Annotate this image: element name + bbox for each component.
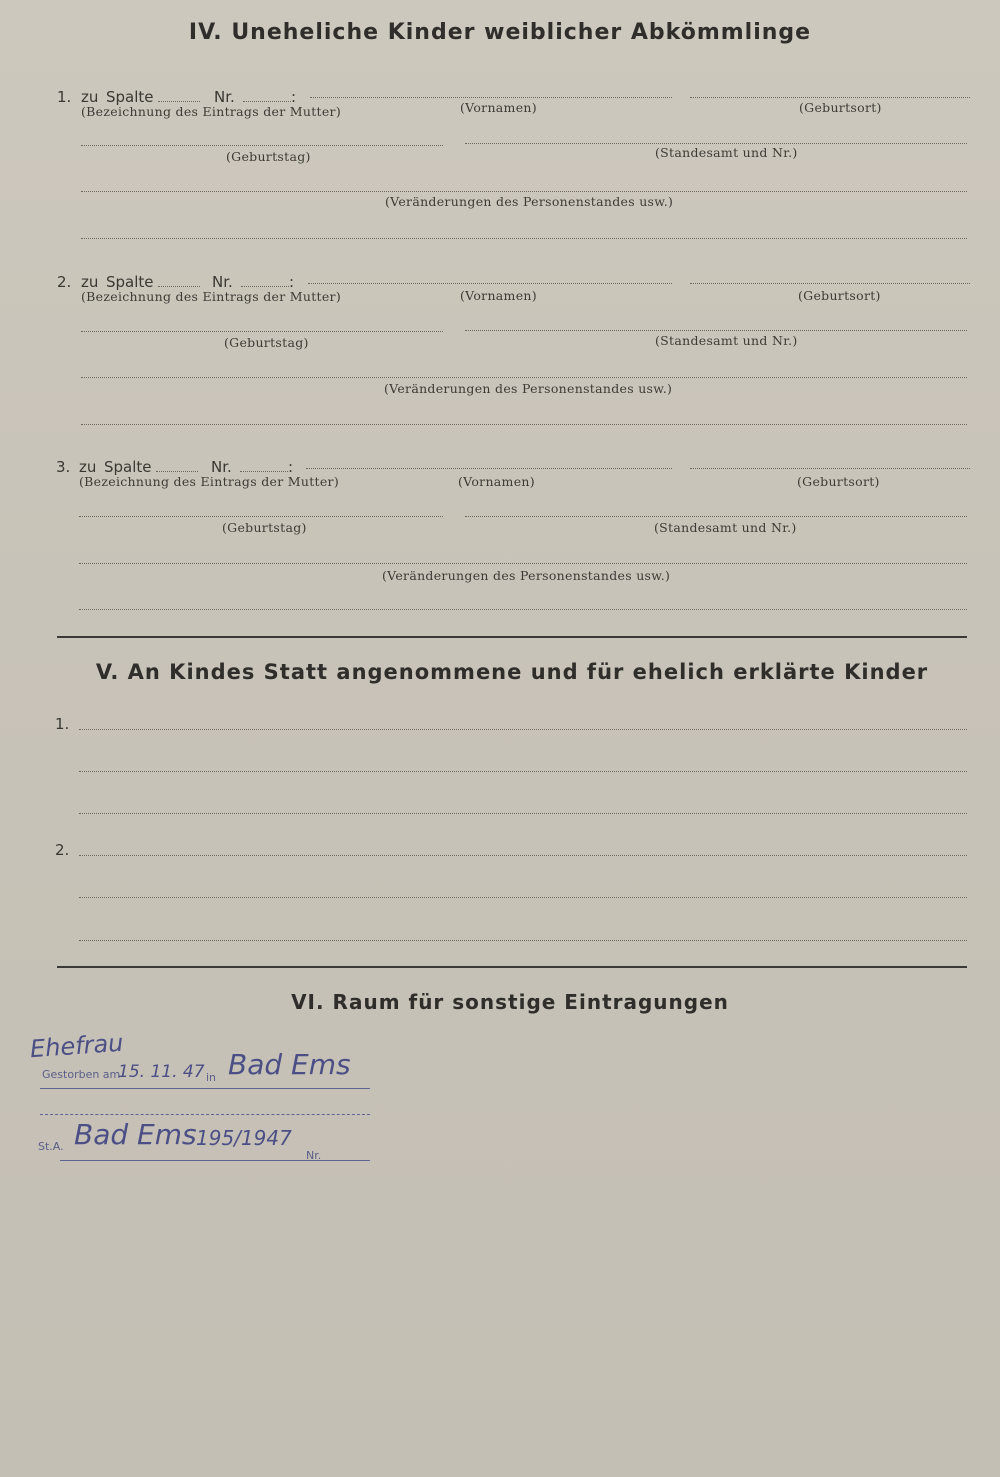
extra-line[interactable] [81,424,967,425]
vornamen-label: (Vornamen) [460,100,537,115]
standesamt-field[interactable] [465,330,967,331]
item-line[interactable] [79,897,967,898]
handwritten-place-2: Bad Ems [74,1118,197,1151]
bezeichnung-label: (Bezeichnung des Eintrags der Mutter) [81,289,342,304]
geburtstag-label: (Geburtstag) [224,335,309,350]
section-iv-title: IV. Uneheliche Kinder weiblicher Abkömmlinge [188,20,812,45]
standesamt-label: (Standesamt und Nr.) [655,333,798,348]
geburtsort-label: (Geburtsort) [798,288,881,303]
handwritten-number: 195/1947 [196,1126,292,1150]
extra-line[interactable] [79,609,967,610]
veraenderungen-field[interactable] [79,563,967,564]
section-divider [57,636,967,638]
extra-line[interactable] [81,238,967,239]
spalte-field[interactable] [158,101,200,102]
nr-field[interactable] [243,101,291,102]
nr-label: Nr. [214,88,235,106]
section-vi-title: VI. Raum für sonstige Eintragungen [291,990,729,1014]
colon: : [288,458,294,476]
item-line[interactable] [79,855,967,856]
veraenderungen-label: (Veränderungen des Personenstandes usw.) [385,194,674,209]
standesamt-field[interactable] [465,516,967,517]
geburtsort-field[interactable] [690,468,970,469]
bezeichnung-label: (Bezeichnung des Eintrags der Mutter) [79,474,340,489]
item-number: 2. [55,841,70,859]
geburtstag-label: (Geburtstag) [222,520,307,535]
stamp-nr: Nr. [306,1149,322,1162]
geburtstag-field[interactable] [81,145,443,146]
entry-number: 2. [57,273,72,291]
vornamen-field[interactable] [308,283,672,284]
entry-number: 3. [56,458,71,476]
spalte-field[interactable] [156,471,198,472]
colon: : [291,88,297,106]
vornamen-field[interactable] [310,97,672,98]
standesamt-label: (Standesamt und Nr.) [655,145,798,160]
spalte-label: Spalte [106,88,154,106]
colon: : [289,273,295,291]
geburtstag-field[interactable] [81,331,443,332]
zu-label: zu [81,88,99,106]
geburtsort-label: (Geburtsort) [799,100,882,115]
veraenderungen-field[interactable] [81,191,967,192]
item-number: 1. [55,715,70,733]
geburtsort-label: (Geburtsort) [797,474,880,489]
geburtsort-field[interactable] [690,97,970,98]
section-divider [57,966,967,968]
veraenderungen-label: (Veränderungen des Personenstandes usw.) [382,568,671,583]
nr-label: Nr. [211,458,232,476]
geburtstag-field[interactable] [79,516,443,517]
spalte-label: Spalte [106,273,154,291]
standesamt-field[interactable] [465,143,967,144]
stamp-stla: St.A. [38,1140,64,1153]
nr-label: Nr. [212,273,233,291]
geburtstag-label: (Geburtstag) [226,149,311,164]
veraenderungen-field[interactable] [81,377,967,378]
standesamt-label: (Standesamt und Nr.) [654,520,797,535]
spalte-label: Spalte [104,458,152,476]
stamp-dash-line [40,1114,370,1115]
spalte-field[interactable] [158,286,200,287]
vornamen-field[interactable] [306,468,672,469]
bezeichnung-label: (Bezeichnung des Eintrags der Mutter) [81,104,342,119]
vornamen-label: (Vornamen) [458,474,535,489]
stamp-gestorben: Gestorben am [42,1068,121,1081]
nr-field[interactable] [241,286,289,287]
item-line[interactable] [79,940,967,941]
handwritten-date: 15. 11. 47 [118,1062,205,1082]
stamp-line [60,1160,370,1161]
item-line[interactable] [79,813,967,814]
geburtsort-field[interactable] [690,283,970,284]
entry-number: 1. [57,88,72,106]
handwritten-place: Bad Ems [228,1048,351,1081]
item-line[interactable] [79,771,967,772]
vornamen-label: (Vornamen) [460,288,537,303]
handwritten-word: Ehefrau [29,1028,125,1064]
veraenderungen-label: (Veränderungen des Personenstandes usw.) [384,381,673,396]
item-line[interactable] [79,729,967,730]
zu-label: zu [81,273,99,291]
zu-label: zu [79,458,97,476]
nr-field[interactable] [240,471,288,472]
stamp-in: in [206,1071,217,1084]
section-v-title: V. An Kindes Statt angenommene und für ehelich erklärte Kinder [95,660,929,684]
stamp-line [40,1088,370,1089]
